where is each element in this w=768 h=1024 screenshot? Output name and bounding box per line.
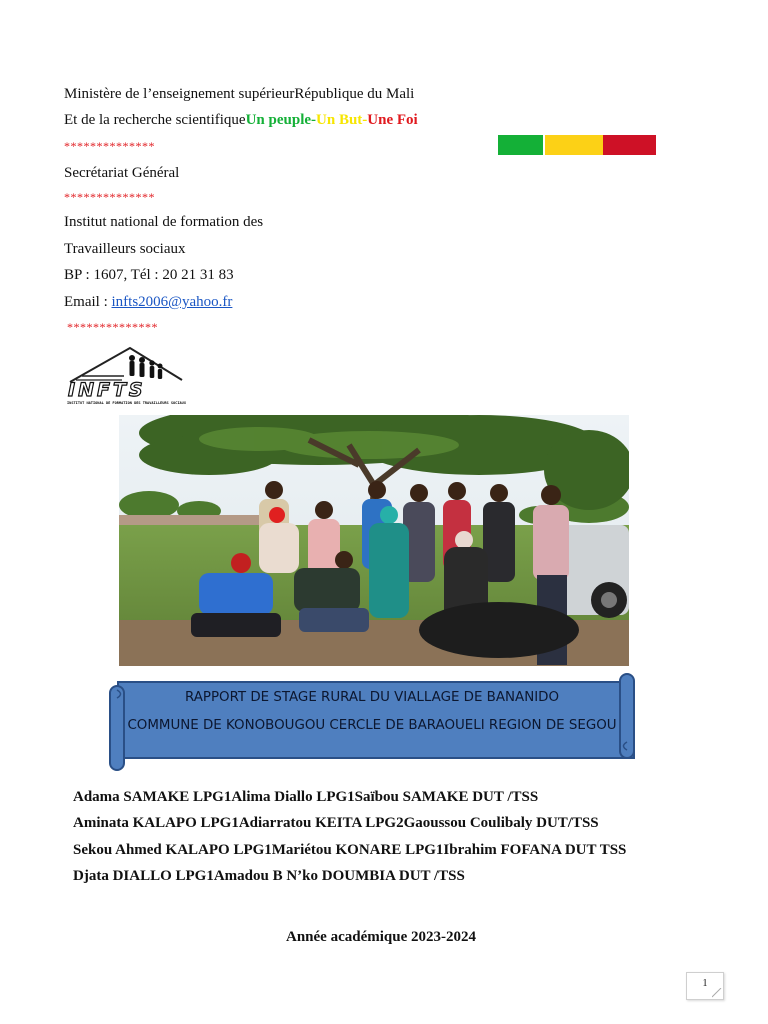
motto-part-1: Un peuple-: [245, 112, 317, 128]
report-title-line-1: RAPPORT DE STAGE RURAL DU VIALLAGE DE BANANIDO: [184, 690, 560, 705]
page-curl-icon: [712, 988, 722, 998]
research-text: Et de la recherche scientifique: [64, 112, 246, 128]
group-photo: [119, 415, 629, 666]
infts-logo-text: INFTS: [68, 379, 146, 401]
motto-part-3: Une Foi: [367, 112, 418, 128]
group-photo-scene: [119, 415, 629, 666]
infts-logo-subtitle: INSTITUT NATIONAL DE FORMATION DES TRAVAILLEURS SOCIAUX: [67, 401, 186, 405]
report-title-line-2: COMMUNE DE KONOBOUGOU CERCLE DE BARAOUELI REGION DE SEGOU: [127, 718, 617, 733]
ministry-name: Ministère de l’enseignement supérieur: [64, 86, 295, 102]
author-line-1: Adama SAMAKE LPG1Alima Diallo LPG1Saïbou SAMAKE DUT /TSS: [73, 789, 539, 805]
flag-yellow-stripe: [543, 135, 602, 155]
author-line-3: Sekou Ahmed KALAPO LPG1Mariétou KONARE LPG1Ibrahim FOFANA DUT TSS: [73, 842, 627, 858]
academic-year: Année académique 2023-2024: [286, 929, 476, 945]
mali-flag: [498, 135, 656, 155]
secretariat-general: Secrétariat Général: [64, 165, 180, 181]
bp-tel: BP : 1607, Tél : 20 21 31 83: [64, 267, 234, 283]
infts-logo: [64, 344, 192, 408]
motto-part-2: Un But-: [316, 112, 368, 128]
flag-green-stripe: [498, 135, 543, 155]
separator-stars-1: **************: [64, 139, 155, 153]
institute-line-1: Institut national de formation des: [64, 214, 264, 230]
separator-stars-3: **************: [67, 320, 158, 334]
flag-red-stripe: [603, 135, 656, 155]
report-title-banner: [104, 670, 640, 774]
research-motto-line: [64, 112, 418, 129]
email-line: [64, 294, 232, 311]
ministry-line: [64, 86, 414, 103]
institute-line-2: Travailleurs sociaux: [64, 241, 186, 257]
page-number: 1: [702, 978, 708, 989]
separator-stars-2: **************: [64, 190, 155, 204]
email-label: Email :: [64, 294, 112, 310]
author-line-4: Djata DIALLO LPG1Amadou B N’ko DOUMBIA DUT /TSS: [73, 868, 465, 884]
email-link[interactable]: infts2006@yahoo.fr: [111, 294, 233, 310]
author-line-2: Aminata KALAPO LPG1Adiarratou KEITA LPG2Gaoussou Coulibaly DUT/TSS: [73, 815, 599, 831]
country-name: République du Mali: [294, 86, 415, 102]
